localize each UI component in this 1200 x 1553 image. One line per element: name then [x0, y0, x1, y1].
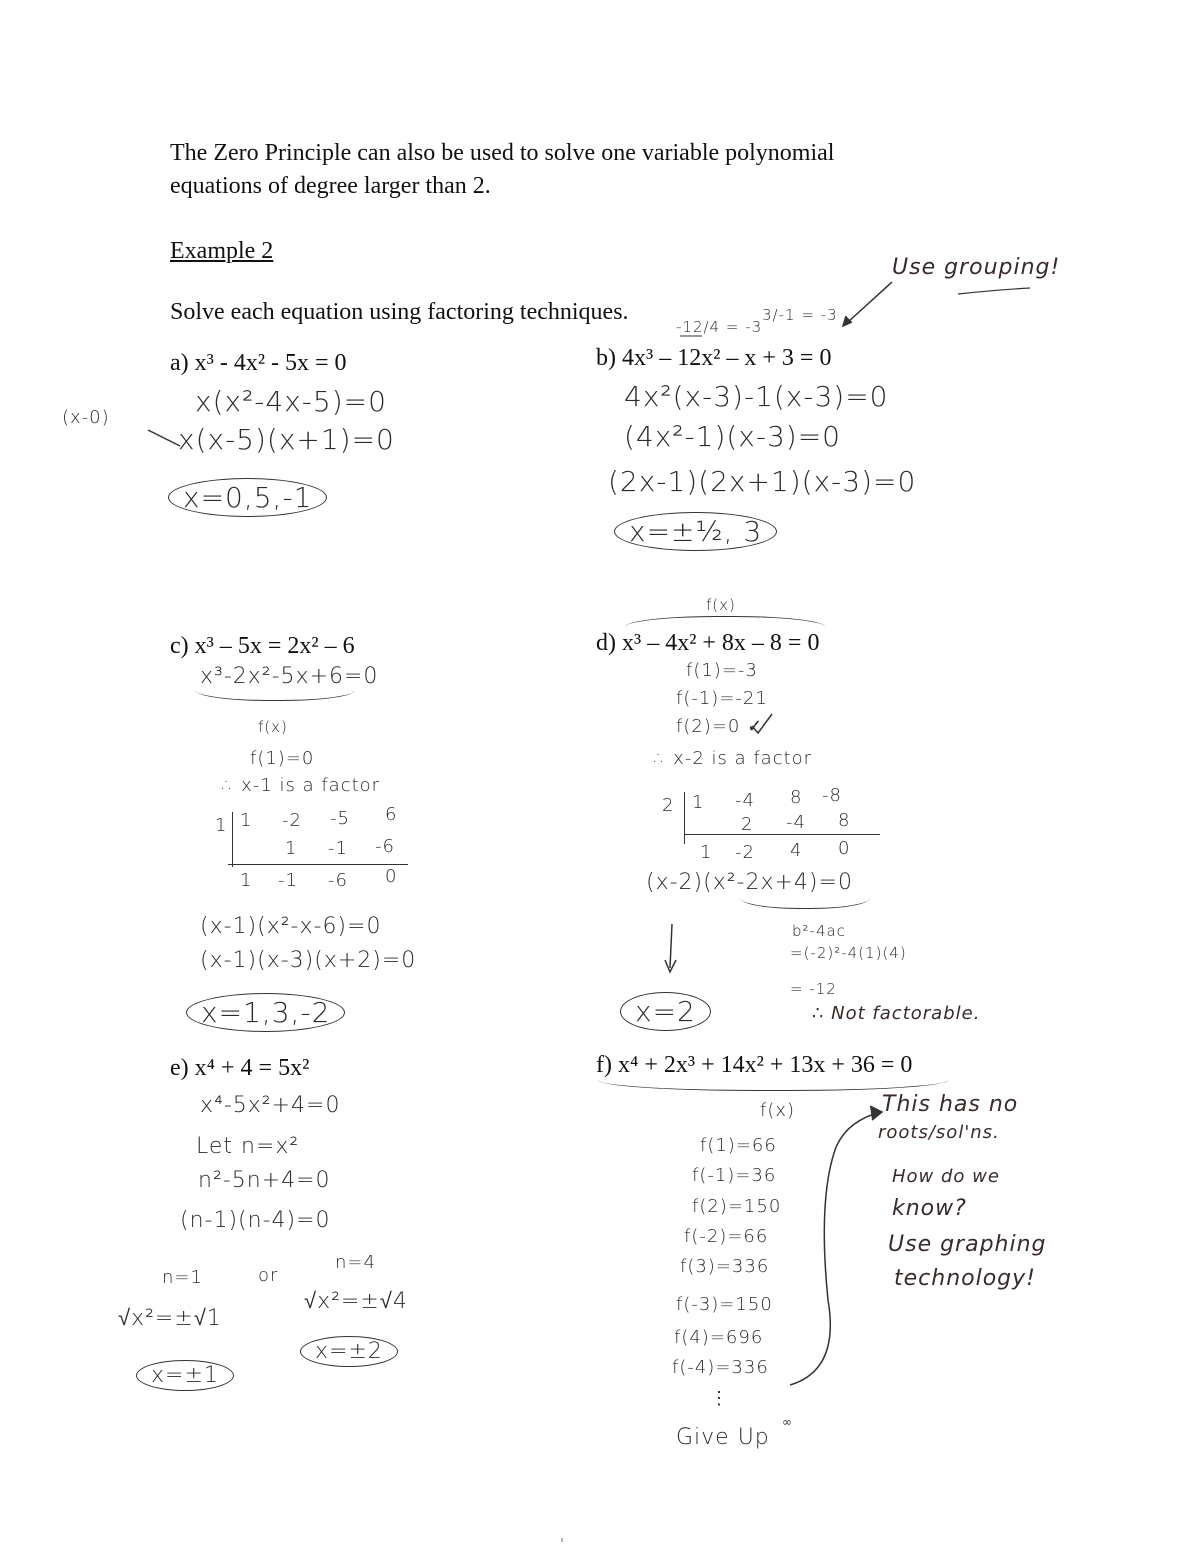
problem-e-step-4: (n-1)(n-4)=0 — [180, 1208, 331, 1233]
problem-a-answer: x=0,5,-1 — [168, 478, 327, 517]
problem-a-label: a) x³ - 4x² - 5x = 0 — [170, 350, 347, 376]
problem-c-factor-step-1: (x-1)(x²-x-6)=0 — [200, 914, 382, 939]
problem-c-fx: f(x) — [258, 718, 288, 736]
problem-f-curve-bracket — [790, 1112, 880, 1385]
problem-e-label: e) x⁴ + 4 = 5x² — [170, 1055, 310, 1081]
problem-d-div-r3-2: 4 — [790, 840, 803, 861]
problem-d-test-1: f(1)=-3 — [686, 660, 758, 681]
problem-c-div-r3-2: -6 — [328, 870, 348, 891]
problem-c-div-divisor: 1 — [215, 815, 228, 836]
margin-note-grouping: Use grouping! — [892, 255, 1061, 280]
problem-f-test-1: f(1)=66 — [700, 1135, 777, 1156]
problem-d-fx: f(x) — [706, 596, 736, 614]
problem-e-case1-answer: x=±1 — [136, 1360, 234, 1391]
problem-b-label: b) 4x³ – 12x² – x + 3 = 0 — [596, 345, 832, 371]
problem-e-or: or — [258, 1265, 279, 1286]
problem-d-down-arrow — [670, 924, 672, 968]
problem-e-step-3: n²-5n+4=0 — [198, 1168, 331, 1193]
problem-d-div-r1-3: -8 — [822, 785, 842, 806]
problem-d-disc-4: ∴ Not factorable. — [812, 1003, 981, 1024]
problem-d-factor-note: ∴ x-2 is a factor — [654, 748, 813, 769]
problem-c-answer: x=1,3,-2 — [186, 993, 345, 1032]
problem-e-case2-root: √x²=±√4 — [304, 1289, 408, 1314]
problem-d-answer: x=2 — [620, 992, 711, 1031]
problem-f-test-4: f(-2)=66 — [684, 1226, 769, 1247]
problem-f-fx: f(x) — [760, 1100, 796, 1121]
problem-c-div-r1-3: 6 — [385, 804, 398, 825]
problem-f-note-3: How do we — [892, 1166, 1000, 1187]
problem-f-note-1: This has no — [882, 1092, 1019, 1117]
example-heading: Example 2 — [170, 238, 274, 264]
problem-a-step-1: x(x²-4x-5)=0 — [195, 385, 387, 418]
grouping-arrow — [848, 282, 892, 322]
problem-d-test-3: f(2)=0 ✓ — [676, 716, 764, 737]
problem-e-step-2: Let n=x² — [196, 1134, 300, 1159]
problem-c-div-r1-2: -5 — [330, 808, 350, 829]
problem-d-test-2: f(-1)=-21 — [676, 688, 768, 709]
intro-line-2: equations of degree larger than 2. — [170, 173, 491, 199]
problem-d-div-r1-1: -4 — [735, 790, 755, 811]
problem-f-label: f) x⁴ + 2x³ + 14x² + 13x + 36 = 0 — [596, 1052, 913, 1078]
problem-b-answer: x=±½, 3 — [614, 512, 777, 551]
problem-d-div-r3-3: 0 — [838, 838, 851, 859]
problem-c-div-r1-0: 1 — [240, 810, 253, 831]
problem-d-div-r3-0: 1 — [700, 842, 713, 863]
grouping-arrowhead — [843, 316, 852, 326]
problem-e-case1-head: n=1 — [162, 1267, 203, 1288]
problem-d-checkmark — [752, 714, 772, 733]
problem-d-div-r1-0: 1 — [692, 792, 705, 813]
problem-c-div-r2-1: -1 — [328, 838, 348, 859]
problem-e-case2-head: n=4 — [335, 1252, 376, 1273]
problem-c-factor-step-2: (x-1)(x-3)(x+2)=0 — [200, 948, 417, 973]
problem-b-step-2: (4x²-1)(x-3)=0 — [624, 420, 841, 453]
problem-c-div-r3-3: 0 — [385, 866, 398, 887]
page-mark: ' — [560, 1535, 566, 1553]
problem-f-test-2: f(-1)=36 — [692, 1165, 777, 1186]
problem-c-div-r2-0: 1 — [285, 838, 298, 859]
problem-d-div-r2-1: -4 — [786, 812, 806, 833]
problem-f-test-3: f(2)=150 — [692, 1196, 782, 1217]
problem-b-step-3: (2x-1)(2x+1)(x-3)=0 — [608, 465, 917, 498]
grouping-underline — [958, 288, 1030, 294]
problem-c-factor-note: ∴ x-1 is a factor — [222, 775, 381, 796]
problem-e-case1-root: √x²=±√1 — [118, 1306, 222, 1331]
problem-f-dots: ⋮ — [710, 1388, 729, 1409]
problem-e-case2-answer: x=±2 — [300, 1336, 398, 1367]
problem-b-annotation-left: -12/4 = -3 — [676, 318, 763, 336]
problem-a-step-2: x(x-5)(x+1)=0 — [178, 423, 395, 456]
problem-c-f1: f(1)=0 — [250, 748, 315, 769]
problem-c-div-r2-2: -6 — [375, 836, 395, 857]
problem-f-give-up: Give Up — [676, 1425, 770, 1450]
problem-b-step-1: 4x²(x-3)-1(x-3)=0 — [624, 380, 889, 413]
problem-f-test-7: f(4)=696 — [674, 1327, 764, 1348]
problem-f-test-8: f(-4)=336 — [672, 1357, 769, 1378]
problem-c-div-r3-1: -1 — [278, 870, 298, 891]
problem-d-div-r1-2: 8 — [790, 787, 803, 808]
problem-d-label: d) x³ – 4x² + 8x – 8 = 0 — [596, 630, 820, 656]
problem-f-note-5: Use graphing — [888, 1232, 1047, 1257]
problem-d-div-r2-2: 8 — [838, 810, 851, 831]
problem-c-step-1: x³-2x²-5x+6=0 — [200, 664, 379, 689]
problem-b-annotation-right: 3/-1 = -3 — [762, 306, 838, 324]
problem-d-disc-3: = -12 — [790, 980, 837, 998]
problem-a-margin-note: (x-0) — [62, 407, 110, 428]
problem-f-infinity: ∞ — [782, 1415, 792, 1429]
problem-c-div-r1-1: -2 — [282, 810, 302, 831]
intro-line-1: The Zero Principle can also be used to solve one variable polynomial — [170, 140, 835, 166]
problem-f-test-6: f(-3)=150 — [676, 1294, 773, 1315]
problem-d-disc-2: =(-2)²-4(1)(4) — [790, 944, 907, 962]
problem-d-disc-1: b²-4ac — [792, 922, 846, 940]
instruction-text: Solve each equation using factoring techniques. — [170, 299, 629, 325]
problem-d-factored: (x-2)(x²-2x+4)=0 — [646, 870, 853, 895]
problem-d-div-divisor: 2 — [662, 795, 675, 816]
problem-c-label: c) x³ – 5x = 2x² – 6 — [170, 633, 355, 659]
problem-a-margin-arrow — [148, 430, 180, 446]
problem-f-curve-arrowhead — [870, 1106, 882, 1120]
problem-f-note-2: roots/sol'ns. — [878, 1122, 1000, 1143]
problem-c-div-r3-0: 1 — [240, 870, 253, 891]
problem-f-test-5: f(3)=336 — [680, 1256, 770, 1277]
problem-f-note-6: technology! — [894, 1266, 1036, 1291]
problem-e-step-1: x⁴-5x²+4=0 — [200, 1093, 341, 1118]
problem-d-div-r2-0: 2 — [741, 814, 754, 835]
problem-f-note-4: know? — [892, 1196, 967, 1221]
problem-d-div-r3-1: -2 — [735, 842, 755, 863]
